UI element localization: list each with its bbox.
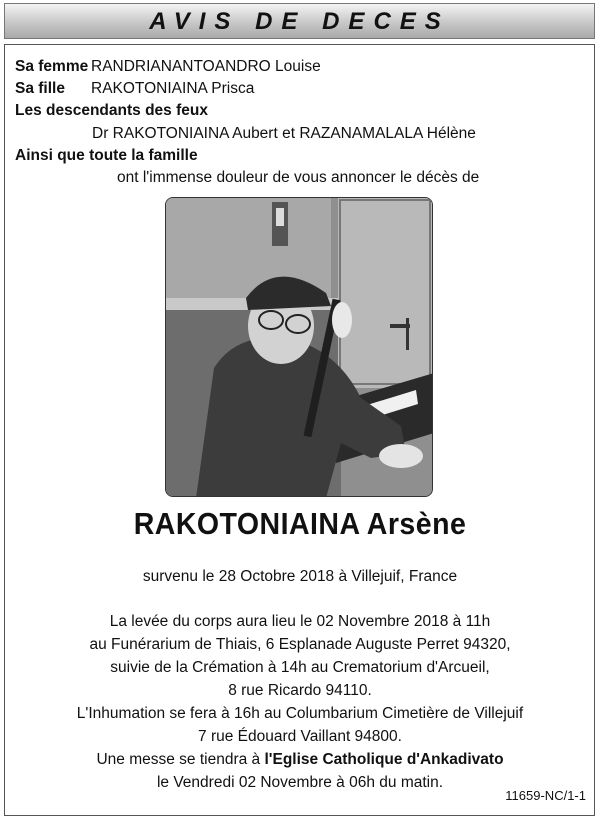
wife-name: RANDRIANANTOANDRO Louise xyxy=(91,58,321,75)
announcement-text: ont l'immense douleur de vous annoncer le décès de xyxy=(117,169,480,186)
daughter-label: Sa fille xyxy=(15,80,65,97)
ceremony-line-6: 7 rue Édouard Vaillant 94800. xyxy=(198,728,402,745)
ceremony-line-1: La levée du corps aura lieu le 02 Novembre 2018 à 11h xyxy=(109,613,491,630)
mass-line xyxy=(0,748,600,771)
mass-prefix: Une messe se tiendra à xyxy=(96,751,265,768)
ceremony-line-3: suivie de la Crémation à 14h au Crematorium d'Arcueil, xyxy=(110,659,490,676)
mass-place: l'Eglise Catholique d'Ankadivato xyxy=(264,751,504,768)
deceased-name: RAKOTONIAINA Arsène xyxy=(133,506,467,541)
header-banner xyxy=(4,3,595,39)
family-daughter-line xyxy=(15,79,254,99)
ceremony-line-4: 8 rue Ricardo 94110. xyxy=(228,682,372,699)
daughter-name: RAKOTONIAINA Prisca xyxy=(91,80,255,97)
descendants-label: Les descendants des feux xyxy=(15,102,208,119)
wife-label: Sa femme xyxy=(15,58,89,75)
family-label: Ainsi que toute la famille xyxy=(15,147,198,164)
descendants-names: Dr RAKOTONIAINA Aubert et RAZANAMALALA Hélène xyxy=(92,125,476,142)
family-wife-line xyxy=(15,57,321,77)
page-title: AVIS DE DECES xyxy=(149,8,450,35)
ceremony-line-2: au Funérarium de Thiais, 6 Esplanade Auguste Perret 94320, xyxy=(89,636,511,653)
death-details: survenu le 28 Octobre 2018 à Villejuif, France xyxy=(142,568,458,585)
portrait-photo xyxy=(165,197,433,497)
mass-time: le Vendredi 02 Novembre à 06h du matin. xyxy=(156,774,444,791)
reference-code: 11659-NC/1-1 xyxy=(505,788,586,803)
portrait-illustration xyxy=(166,198,433,497)
ceremony-line-5: L'Inhumation se fera à 16h au Columbarium Cimetière de Villejuif xyxy=(76,705,524,722)
